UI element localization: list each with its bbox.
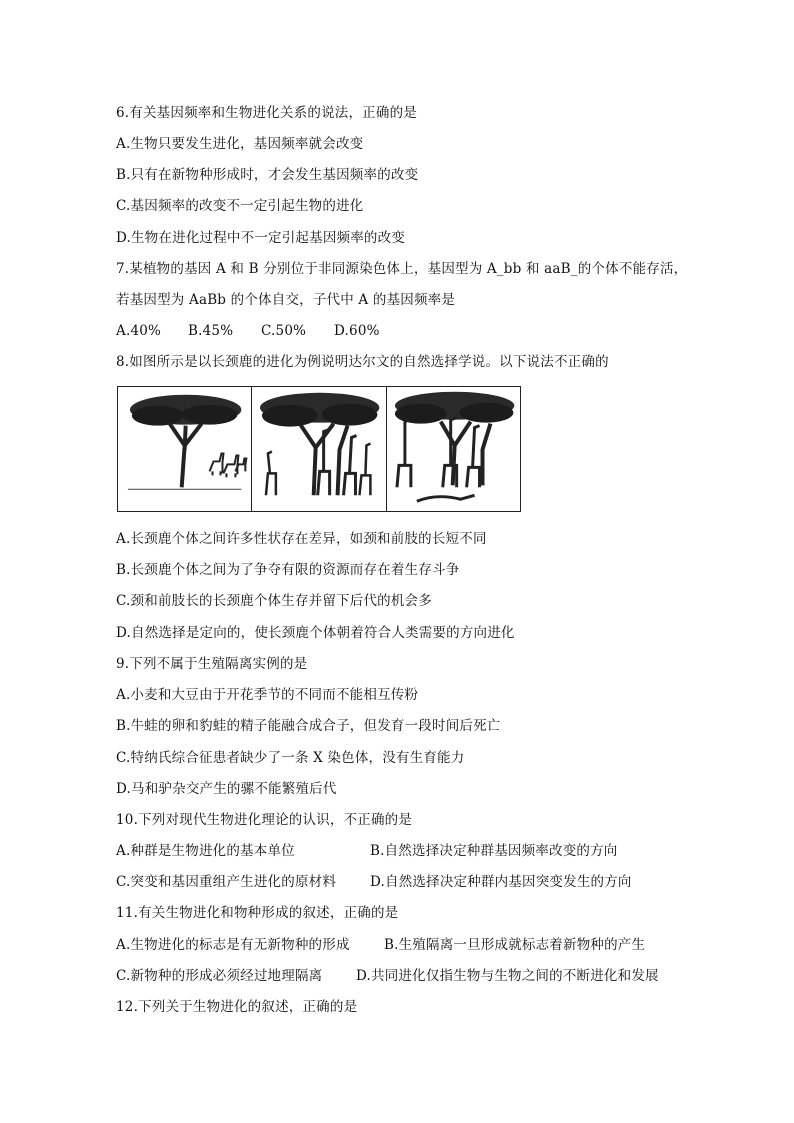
q10-option-a: A.种群是生物进化的基本单位 [116, 843, 295, 859]
q8-stem: 8.如图所示是以长颈鹿的进化为例说明达尔文的自然选择学说。以下说法不正确的 [116, 354, 609, 370]
figure-panel-3 [387, 387, 520, 511]
q10-option-d: D.自然选择决定种群内基因突变发生的方向 [370, 874, 632, 890]
q11-stem: 11.有关生物进化和物种形成的叙述，正确的是 [116, 905, 399, 921]
q11-option-d: D.共同进化仅指生物与生物之间的不断进化和发展 [356, 968, 659, 984]
q9-stem: 9.下列不属于生殖隔离实例的是 [116, 656, 308, 672]
q7-option-c: C.50% [261, 323, 307, 339]
q12-stem: 12.下列关于生物进化的叙述，正确的是 [116, 999, 358, 1015]
q10-option-b: B.自然选择决定种群基因频率改变的方向 [370, 843, 618, 859]
q8-option-d: D.自然选择是定向的，使长颈鹿个体朝着符合人类需要的方向进化 [116, 625, 515, 641]
q9-option-d: D.马和驴杂交产生的骡不能繁殖后代 [116, 781, 337, 797]
q8-option-c: C.颈和前肢长的长颈鹿个体生存并留下后代的机会多 [116, 593, 432, 609]
giraffe-tree-illustration-1 [118, 387, 251, 511]
figure-panel-1 [118, 387, 252, 511]
q6-option-a: A.生物只要发生进化，基因频率就会改变 [116, 136, 364, 152]
q9-option-c: C.特纳氏综合征患者缺少了一条 X 染色体，没有生育能力 [116, 750, 465, 766]
q6-option-b: B.只有在新物种形成时，才会发生基因频率的改变 [116, 167, 419, 183]
q10-option-c: C.突变和基因重组产生进化的原材料 [116, 874, 337, 890]
q7-stem-line2: 若基因型为 AaBb 的个体自交，子代中 A 的基因频率是 [116, 292, 456, 308]
q9-option-a: A.小麦和大豆由于开花季节的不同而不能相互传粉 [116, 687, 419, 703]
q11-option-c: C.新物种的形成必须经过地理隔离 [116, 968, 323, 984]
q7-option-b: B.45% [188, 323, 234, 339]
giraffe-tree-illustration-2 [252, 387, 385, 511]
q11-option-b: B.生殖隔离一旦形成就标志着新物种的产生 [384, 937, 646, 953]
q7-option-d: D.60% [334, 323, 380, 339]
q6-option-d: D.生物在进化过程中不一定引起基因频率的改变 [116, 230, 406, 246]
figure-panel-2 [252, 387, 386, 511]
q9-option-b: B.牛蛙的卵和豹蛙的精子能融合成合子，但发育一段时间后死亡 [116, 718, 501, 734]
q6-stem: 6.有关基因频率和生物进化关系的说法，正确的是 [116, 105, 417, 121]
q6-option-c: C.基因频率的改变不一定引起生物的进化 [116, 198, 364, 214]
q10-stem: 10.下列对现代生物进化理论的认识，不正确的是 [116, 812, 413, 828]
giraffe-evolution-figure [117, 386, 521, 512]
q8-option-a: A.长颈鹿个体之间许多性状存在差异，如颈和前肢的长短不同 [116, 531, 487, 547]
q11-option-a: A.生物进化的标志是有无新物种的形成 [116, 937, 350, 953]
giraffe-tree-illustration-3 [387, 387, 520, 511]
q7-stem-line1: 7.某植物的基因 A 和 B 分别位于非同源染色体上，基因型为 A_bb 和 aaB_的个体不能存活， [116, 261, 688, 277]
q8-option-b: B.长颈鹿个体之间为了争夺有限的资源而存在着生存斗争 [116, 562, 460, 578]
q7-option-a: A.40% [116, 323, 162, 339]
